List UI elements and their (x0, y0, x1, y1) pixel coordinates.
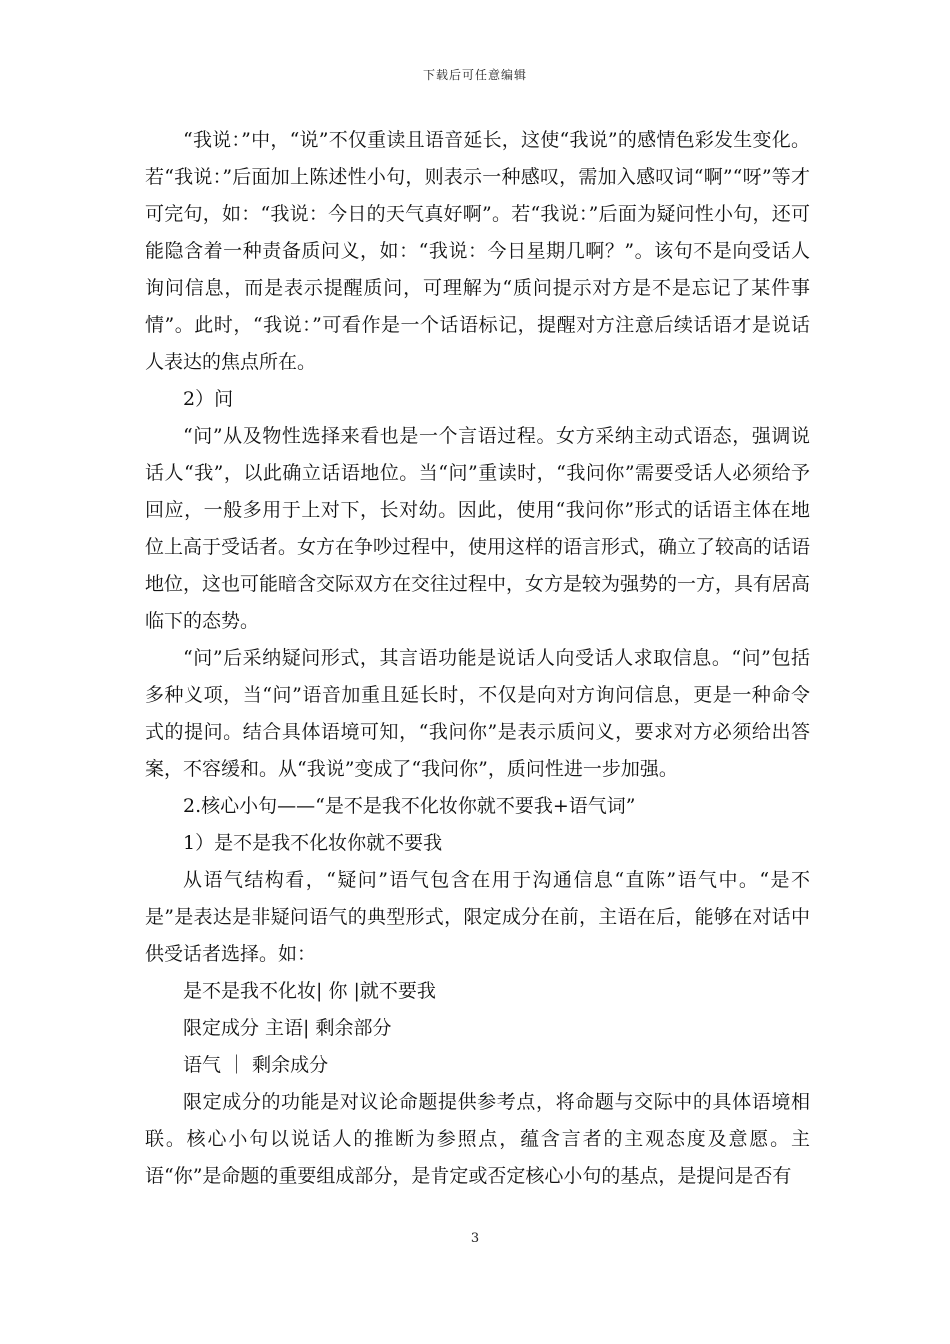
paragraph-wo-shuo: “我说：”中，“说”不仅重读且语音延长，这使“我说”的感情色彩发生变化。若“我说：”后面加上陈述性小句，则表示一种感叹，需加入感叹词“啊”“呀”等才可完句，如：“我说：今日的天气真好啊”。若“我说：”后面为疑问性小句，还可能隐含着一种责备质问义，如：“我说：今日星期几啊？”。该句不是向受话人询问信息，而是表示提醒质问，可理解为“质问提示对方是不是忘记了某件事情”。此时，“我说：”可看作是一个话语标记，提醒对方注意后续话语才是说话人表达的焦点所在。 (145, 129, 810, 373)
page-header: 下载后可任意编辑 (422, 68, 527, 82)
example-line-3: 语气 ｜ 剩余成分 (183, 1054, 329, 1076)
section-heading-core-clause: 2.核心小句——“是不是我不化妆你就不要我+语气词” (183, 795, 636, 817)
example-line-1: 是不是我不化妆| 你 |就不要我 (183, 980, 436, 1002)
subheading-core-clause: 1）是不是我不化妆你就不要我 (183, 832, 443, 854)
document-body (145, 122, 810, 1195)
example-line-2: 限定成分 主语| 剩余部分 (183, 1017, 392, 1039)
paragraph-wen-question-form: “问”后采纳疑问形式，其言语功能是说话人向受话人求取信息。“问”包括多种义项，当“问”语音加重且延长时，不仅是向对方询问信息，更是一种命令式的提问。结合具体语境可知，“我问你”是表示质问义，要求对方必须给出答案，不容缓和。从“我说”变成了“我问你”，质问性进一步加强。 (145, 647, 810, 780)
paragraph-mood-structure: 从语气结构看，“疑问”语气包含在用于沟通信息“直陈”语气中。“是不是”是表达是非疑问语气的典型形式，限定成分在前，主语在后，能够在对话中供受话者选择。如： (145, 869, 810, 965)
page-number: 3 (470, 1231, 480, 1246)
paragraph-finite-element: 限定成分的功能是对议论命题提供参考点，将命题与交际中的具体语境相联。核心小句以说话人的推断为参照点，蕴含言者的主观态度及意愿。主语“你”是命题的重要组成部分，是肯定或否定核心小句的基点，是提问是否有 (145, 1091, 810, 1187)
paragraph-wen-transitivity: “问”从及物性选择来看也是一个言语过程。女方采纳主动式语态，强调说话人“我”，以此确立话语地位。当“问”重读时，“我问你”需要受话人必须给予回应，一般多用于上对下，长对幼。因此，使用“我问你”形式的话语主体在地位上高于受话者。女方在争吵过程中，使用这样的语言形式，确立了较高的话语地位，这也可能暗含交际双方在交往过程中，女方是较为强势的一方，具有居高临下的态势。 (145, 425, 811, 632)
subheading-wen: 2）问 (183, 388, 234, 410)
